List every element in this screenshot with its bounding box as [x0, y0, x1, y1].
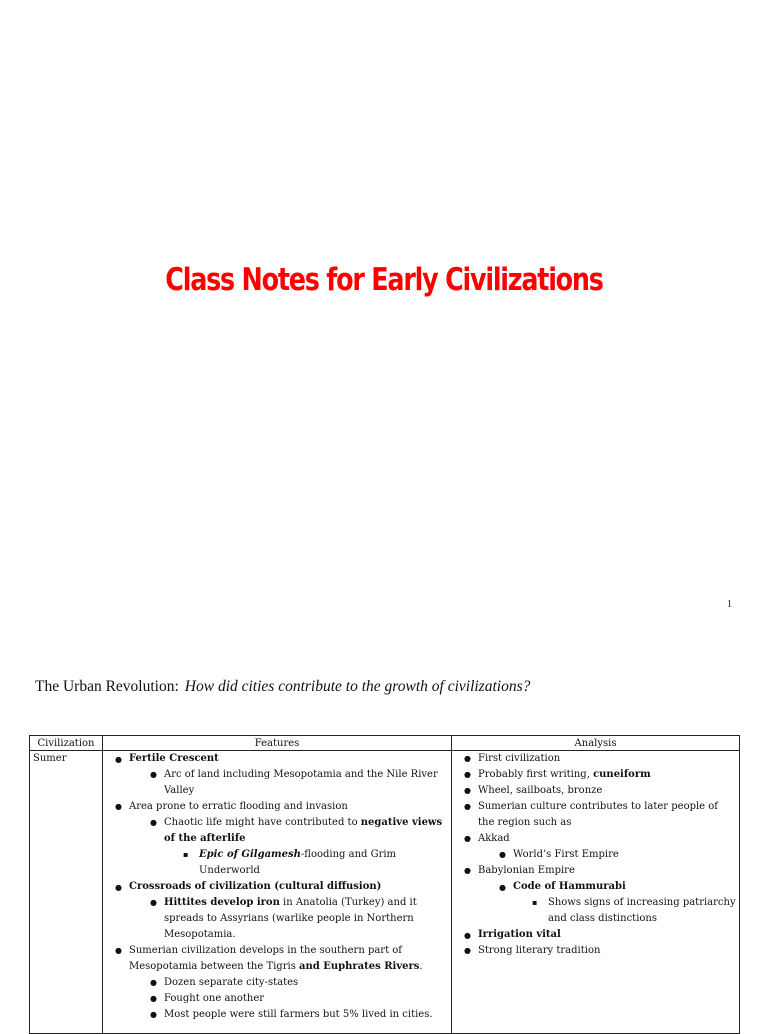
list-item — [164, 815, 448, 847]
list-item: ● Wheel, sailboats, bronze — [478, 783, 736, 799]
list-item-text: cuneiform — [593, 769, 651, 780]
list-item: ● Fought one another — [164, 991, 448, 1007]
list-item: ● Code of Hammurabi — [513, 879, 736, 895]
notes-table — [29, 735, 740, 1034]
header-analysis: Analysis — [452, 736, 740, 751]
civilization-cell: Sumer — [30, 751, 103, 1034]
list-item: ● Strong literary tradition — [478, 943, 736, 959]
table-row — [30, 751, 740, 1034]
section-heading-label: The Urban Revolution: — [35, 678, 179, 695]
list-item: ● Most people were still farmers but 5% lived in cities. — [164, 1007, 448, 1023]
header-civilization: Civilization — [30, 736, 103, 751]
list-item — [129, 943, 448, 975]
list-item: ● Babylonian Empire — [478, 863, 736, 879]
analysis-cell — [452, 751, 740, 1034]
list-item-text: Chaotic life might have contributed to — [164, 817, 361, 828]
table-header-row — [30, 736, 740, 751]
list-item: ▪ Shows signs of increasing patriarchy and class distinctions — [548, 895, 736, 927]
list-item: ● Crossroads of civilization (cultural diffusion) — [129, 879, 448, 895]
list-item: ● Sumerian culture contributes to later people of the region such as — [478, 799, 736, 831]
section-heading-question: How did cities contribute to the growth of civilizations? — [184, 678, 531, 695]
header-features: Features — [103, 736, 452, 751]
list-item-text: -flooding and Grim Underworld — [199, 849, 397, 876]
list-item: ● Area prone to erratic flooding and invasion — [129, 799, 448, 815]
section-heading — [35, 678, 530, 696]
list-item-text: Hittites develop iron — [164, 897, 280, 908]
list-item-text: Epic of Gilgamesh — [199, 849, 301, 860]
list-item — [478, 767, 736, 783]
list-item: ● Irrigation vital — [478, 927, 736, 943]
list-item-text: . — [419, 961, 423, 972]
list-item: ● Dozen separate city-states — [164, 975, 448, 991]
list-item-text: Sumerian civilization develops in the southern part of Mesopotamia between the Tigris — [129, 945, 403, 972]
features-cell — [103, 751, 452, 1034]
list-item: ● Arc of land including Mesopotamia and the Nile River Valley — [164, 767, 448, 799]
page-number: 1 — [727, 599, 732, 610]
list-item — [199, 847, 448, 879]
page-title: Class Notes for Early Civilizations — [165, 262, 603, 298]
list-item-text: negative views of the afterlife — [164, 817, 443, 844]
list-item: ● Akkad — [478, 831, 736, 847]
list-item-text: Probably first writing, — [478, 769, 594, 780]
list-item — [164, 895, 448, 943]
list-item-text: in Anatolia (Turkey) and it spreads to Assyrians (warlike people in Northern Mesopotamia. — [164, 897, 417, 940]
list-item: ● World’s First Empire — [513, 847, 736, 863]
list-item: ● Fertile Crescent — [129, 751, 448, 767]
list-item-text: and Euphrates Rivers — [299, 961, 420, 972]
list-item: ● First civilization — [478, 751, 736, 767]
